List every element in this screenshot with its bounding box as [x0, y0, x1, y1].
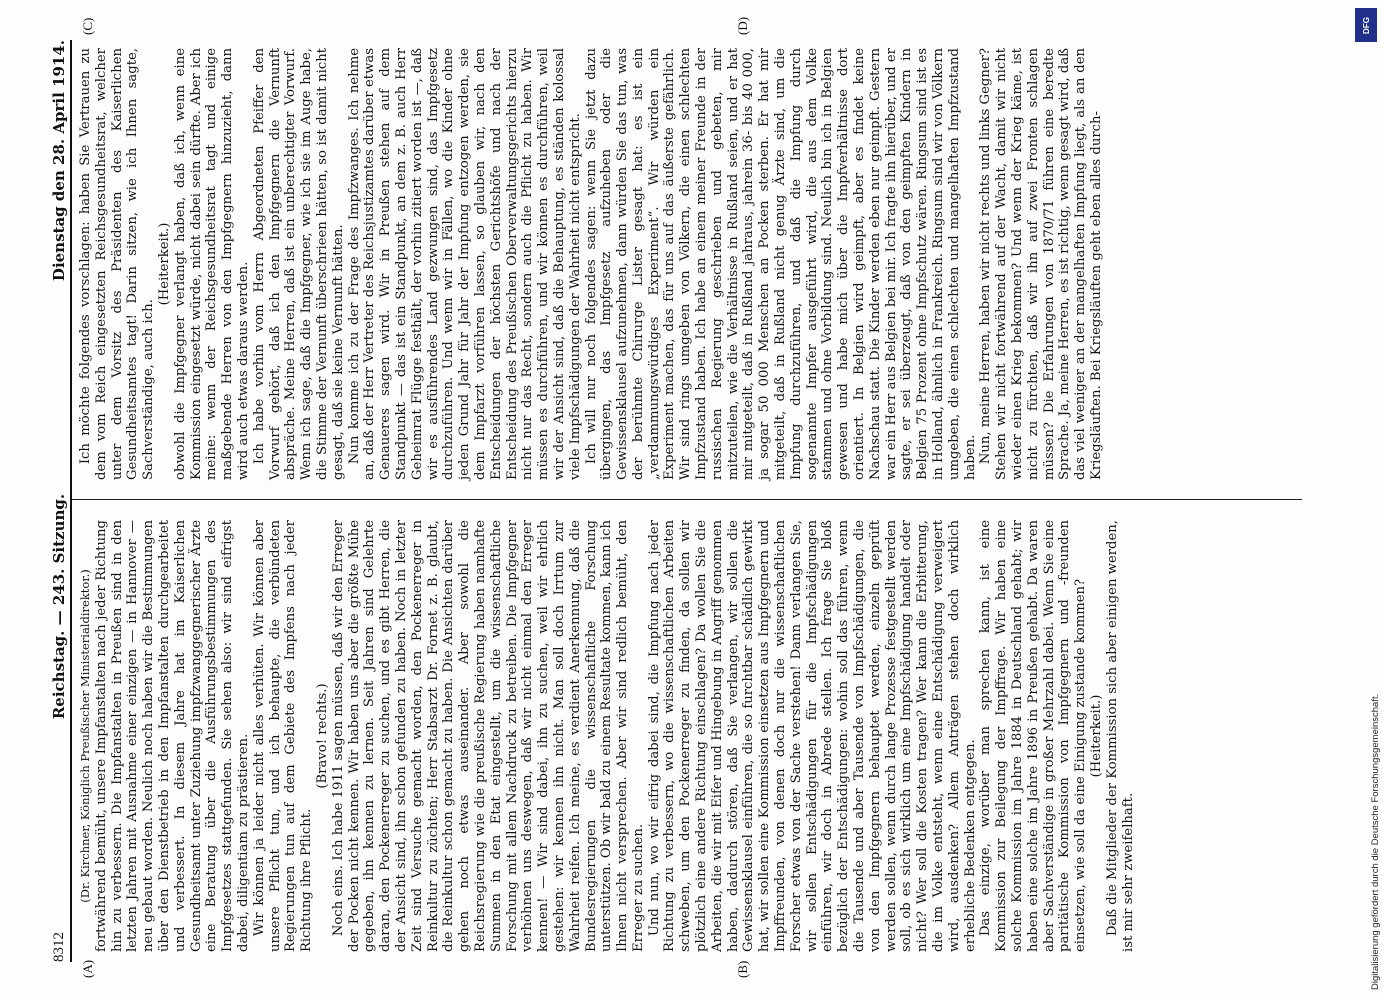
paragraph: Daß die Mitglieder der Kommission sich aber einigen werden, ist mir sehr zweifelhaft.	[1104, 520, 1136, 952]
paragraph: obwohl die Impfgegner verlangt haben, daß ich, wenn eine Kommission eingesetzt würde, nicht dabei sein dürfte. Aber ich meine: wenn der Reichsgesundheitsrat tagt und einige maßgebende Herren von den Impfgegnern hinzuzieht, dann wird auch etwas daraus werden.	[172, 48, 251, 480]
paragraph: Ich habe vorhin vom Herrn Abgeordneten Pfeiffer den Vorwurf gehört, daß ich den Impfgegnern die Vernunft abspräche. Meine Herren, daß ist ein unberechtigter Vorwurf. Wenn ich sage, daß die Impfgegner, wie ich sie im Auge habe, die Stimme der Vernunft überschrieen hätten, so ist damit nicht gesagt, daß sie keine Vernunft hätten.	[251, 48, 346, 480]
left-column	[78, 520, 1136, 952]
page-header	[46, 40, 68, 962]
paragraph: Ich möchte folgendes vorschlagen: haben Sie Vertrauen zu dem vom Reich eingesetzten Reichsgesundheitsrat, welcher unter dem Vorsitz des Präsidenten des Kaiserlichen Gesundheitsamtes tagt! Darin sitzen, wie ich Ihnen sagte, Sachverständige, auch ich.	[78, 48, 157, 480]
margin-mark-d: (D)	[735, 16, 750, 35]
digitization-credit: Digitalisierung gefördert durch die Deutsche Forschungsgemeinschaft.	[1370, 693, 1381, 990]
margin-mark-c: (C)	[80, 17, 95, 35]
remark: (Heiterkeit.)	[156, 222, 172, 306]
session-title: Reichstag. — 243. Sitzung.	[50, 493, 68, 720]
paragraph: Ich will nur noch folgendes sagen: wenn Sie jetzt dazu übergingen, das Impfgesetz aufzuheben oder die Gewissensklausel aufzunehmen, dann würden Sie das tun, was der berühmte Chirurge Lister gesagt hat: es ist ein „verdammungswürdiges Experiment“. Wir würden ein Experiment machen, das für uns auf das äußerste gefährlich. Wir sind rings umgeben von Völkern, die einen schlechten Impfzustand haben. Ich habe an einem meiner Freunde in der russischen Regierung geschrieben und gebeten, mir mitzuteilen, wie die Verhältnisse in Rußland seien, und er hat mir mitgeteilt, daß in Rußland jahraus, jahrein 36- bis 40 000, ja sogar 50 000 Menschen an Pocken sterben. Er hat mir mitgeteilt, daß in Rußland nicht genug Ärzte sind, um die Impfung durchzuführen, und daß die Impfung durch sogenannte Impfer ausgeführt wird, die aus dem Volke stammen und ohne Vorbildung sind. Neulich bin ich in Belgien gewesen und habe mich über die Impfverhältnisse dort orientiert. In Belgien wird geimpft, aber es findet keine Nachschau statt. Die Kinder werden eben nur geimpft. Gestern war ein Herr aus Belgien bei mir. Ich fragte ihn hierüber, und er sagte, er sei überzeugt, daß von den geimpften Kindern in Belgien 75 Prozent ohne Impfschutz wären. Ringsum sind ist es in Holland, ähnlich in Frankreich. Ringsum sind wir von Völkern umgeben, die einen schlechten und mangelhaften Impfzustand haben.	[583, 48, 978, 480]
margin-mark-b: (B)	[735, 960, 750, 978]
remark: (Heiterkeit.)	[1089, 694, 1104, 778]
remark: (Bravo! rechts.)	[314, 683, 330, 789]
paragraph: fortwährend bemüht, unsere Impfanstalten nach jeder Richtung hin zu verbessern. Die Impfanstalten in Preußen sind in den letzten Jahren mit Ausnahme einer einzigen — in Hannover — neu gebaut worden. Neulich noch haben wir die Bestimmungen über den Dienstbetrieb in den Impfanstalten durchgearbeitet und verbessert. In diesem Jahre hat im Kaiserlichen Gesundheitsamt unter Zuziehung impfzwanggegnerischer Ärzte eine Beratung über die Ausführungsbestimmungen des Impfgesetzes stattgefunden. Sie sehen also: wir sind eifrigst dabei, diligentiam zu prästieren.	[93, 520, 251, 952]
speaker-note: (Dr. Kirchner, Königlich Preußischer Ministerialdirektor.)	[78, 569, 92, 903]
dfg-logo-icon: DFG	[1355, 8, 1377, 42]
paragraph: Und nun, wo wir eifrig dabei sind, die Impfung nach jeder Richtung zu verbessern, wo die wissenschaftlichen Arbeiten schweben, um den Pockenerreger zu finden, da sollen wir plötzlich eine andere Richtung einschlagen? Da wollen Sie die Arbeiten, die wir mit Eifer und Hingebung in Angriff genommen haben, dadurch stören, daß Sie verlangen, wir sollen die Gewissensklausel einführen, die so furchtbar schädlich gewirkt hat, wir sollen eine Kommission einsetzen aus Impfgegnern und Impffreunden, von denen doch nur die wissenschaftlichen Forscher etwas von der Sache verstehen! Dann verlangen Sie, wir sollen Entschädigungen für die Impfschädigungen einführen, wir doch in Abrede stellen. Ich frage Sie bloß bezüglich der Entschädigungen: wohin soll das führen, wenn die Tausende und aber Tausende von Impfschädigungen, die von den Impfgegnern behauptet werden, einzeln geprüft werden sollen, wenn durch lange Prozesse festgestellt werden soll, ob es sich wirklich um eine Impfschädigung handelt oder nicht? Wer soll die Kosten tragen? Wer kann die Erbitterung, die im Volke entsteht, wenn eine Entschädigung verweigert wird, ausdenken? Allem Anträgen stehen doch wirklich erhebliche Bedenken entgegen.	[646, 520, 978, 952]
session-date: Dienstag den 28. April 1914.	[50, 40, 68, 282]
header-rule	[70, 40, 72, 962]
paragraph: Nun komme ich zu der Frage des Impfzwanges. Ich nehme an, daß der Herr Vertreter des Reichsjustizamtes darüber etwas Genaueres sagen wird. Wir in Preußen stehen auf dem Standpunkt — das ist ein Standpunkt, an dem z. B. auch Herr Geheimrat Flügge festhält, der vorhin zitiert worden ist —, daß wir es ausführendes Land gezwungen sind, das Impfgesetz durchzuführen. Und wenn wir in Fällen, wo die Kinder ohne jeden Grund Jahr für Jahr der Impfung entzogen werden, sie dem Impfarzt vorführen lassen, so glauben wir, nach den Entscheidungen der höchsten Gerichtshöfe und nach der Entscheidung des Preußischen Oberverwaltungsgerichts hierzu nicht nur das Recht, sondern auch die Pflicht zu haben. Wir müssen es durchführen, und wir können es durchführen, weil wir der Ansicht sind, daß die Behauptung, es ständen kolossal viele Impfschädigungen der Wahrheit nicht entspricht.	[346, 48, 583, 480]
margin-mark-a: (A)	[80, 959, 95, 978]
paragraph: Das einzige, worüber man sprechen kann, ist eine Kommission zur Beilegung der Impffrage. Wir haben eine solche Kommission im Jahre 1884 in Deutschland gehabt; wir haben eine solche im Jahre 1896 in Preußen gehabt. Da waren aber Sachverständige in großer Mehrzahl dabei. Wenn Sie eine paritätische Kommission von Impfgegnern und -freunden einsetzen, wie soll da eine Einigung zustande kommen?	[978, 520, 1089, 952]
right-column	[78, 48, 1105, 480]
column-divider	[72, 499, 1302, 500]
paragraph: Wir können ja leider nicht alles verhüten. Wir können aber unsere Pflicht tun, und ich behaupte, die verbündeten Regierungen tun auf dem Gebiete des Impfens nach jeder Richtung ihre Pflicht.	[251, 520, 315, 952]
paragraph: Noch eins. Ich habe 1911 sagen müssen, daß wir den Erreger der Pocken nicht kennen. Wir haben uns aber die größte Mühe gegeben, ihn kennen zu lernen. Seit Jahren sind Gelehrte daran, den Pockenerreger zu suchen, und es gibt Herren, die der Ansicht sind, ihn schon gefunden zu haben. Noch in letzter Zeit sind Versuche gemacht worden, den Pockenerreger in Reinkultur zu züchten; Herr Stabsarzt Dr. Fornet z. B. glaubt, die Reinkultur schon gemacht zu haben. Die Ansichten darüber gehen noch etwas auseinander. Aber sowohl die Reichsregierung wie die preußische Regierung haben namhafte Summen in den Etat eingestellt, um die wissenschaftliche Forschung mit allem Nachdruck zu betreiben. Die Impfgegner verhöhnen uns deswegen, daß wir nicht einmal den Erreger kennen! — Wir sind dabei, ihn zu suchen, weil wir ehrlich gestehen: wir kennen ihn nicht. Man soll doch Irrtum zur Wahrheit reifen. Ich meine, es verdient Anerkennung, daß die Bundesregierungen die wissenschaftliche Forschung unterstützen. Ob wir bald zu einem Resultate kommen, kann ich Ihnen nicht versprechen. Aber wir sind redlich bemüht, den Erreger zu suchen.	[330, 520, 646, 952]
paragraph: Nun, meine Herren, haben wir nicht rechts und links Gegner? Stehen wir nicht fortwährend auf der Wacht, damit wir nicht wieder einen Krieg bekommen? Und wenn der Krieg käme, ist nicht zu fürchten, daß wir ihn auf zwei Fronten schlagen müssen? Die Erfahrungen von 1870/71 führen eine beredte Sprache. Ja, meine Herren, es ist richtig, wenn gesagt wird, daß das viel weniger an der mangelhaften Impfung liegt, als an den Kriegsläuften. Bei Kriegsläuften geht eben alles durch-	[978, 48, 1104, 480]
page-number: 8312	[51, 932, 67, 962]
